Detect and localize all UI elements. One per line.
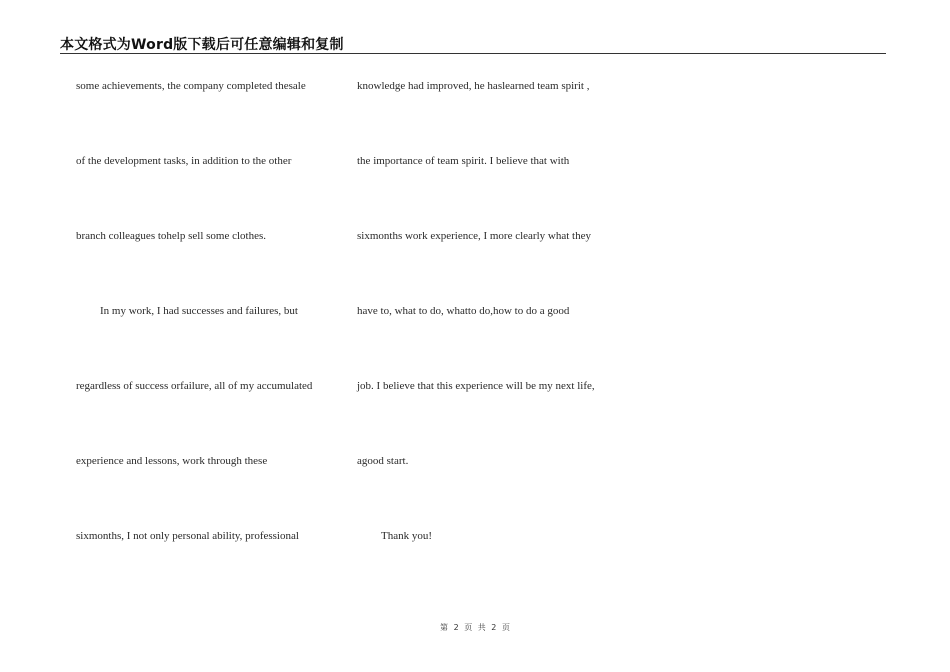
text-line: experience and lessons, work through these [76,455,268,467]
text-line: agood start. [357,455,409,467]
page-number-footer: 第 2 页 共 2 页 [440,623,510,632]
text-line: regardless of success orfailure, all of my accumulated [76,380,313,392]
text-line: of the development tasks, in addition to the other [76,155,292,167]
text-line: knowledge had improved, he haslearned team spirit , [357,80,590,92]
text-line: some achievements, the company completed thesale [76,80,306,92]
text-line: the importance of team spirit. I believe that with [357,155,570,167]
document-header-title: 本文格式为Word版下载后可任意编辑和复制 [60,37,344,53]
closing-line: Thank you! [381,530,433,542]
header-divider [60,53,886,54]
text-line: sixmonths, I not only personal ability, professional [76,530,299,542]
text-line: branch colleagues tohelp sell some clothes. [76,230,266,242]
text-line: have to, what to do, whatto do,how to do a good [357,305,570,317]
paragraph-start-line: In my work, I had successes and failures, but [100,305,298,317]
text-line: job. I believe that this experience will be my next life, [357,380,595,392]
text-line: sixmonths work experience, I more clearly what they [357,230,591,242]
